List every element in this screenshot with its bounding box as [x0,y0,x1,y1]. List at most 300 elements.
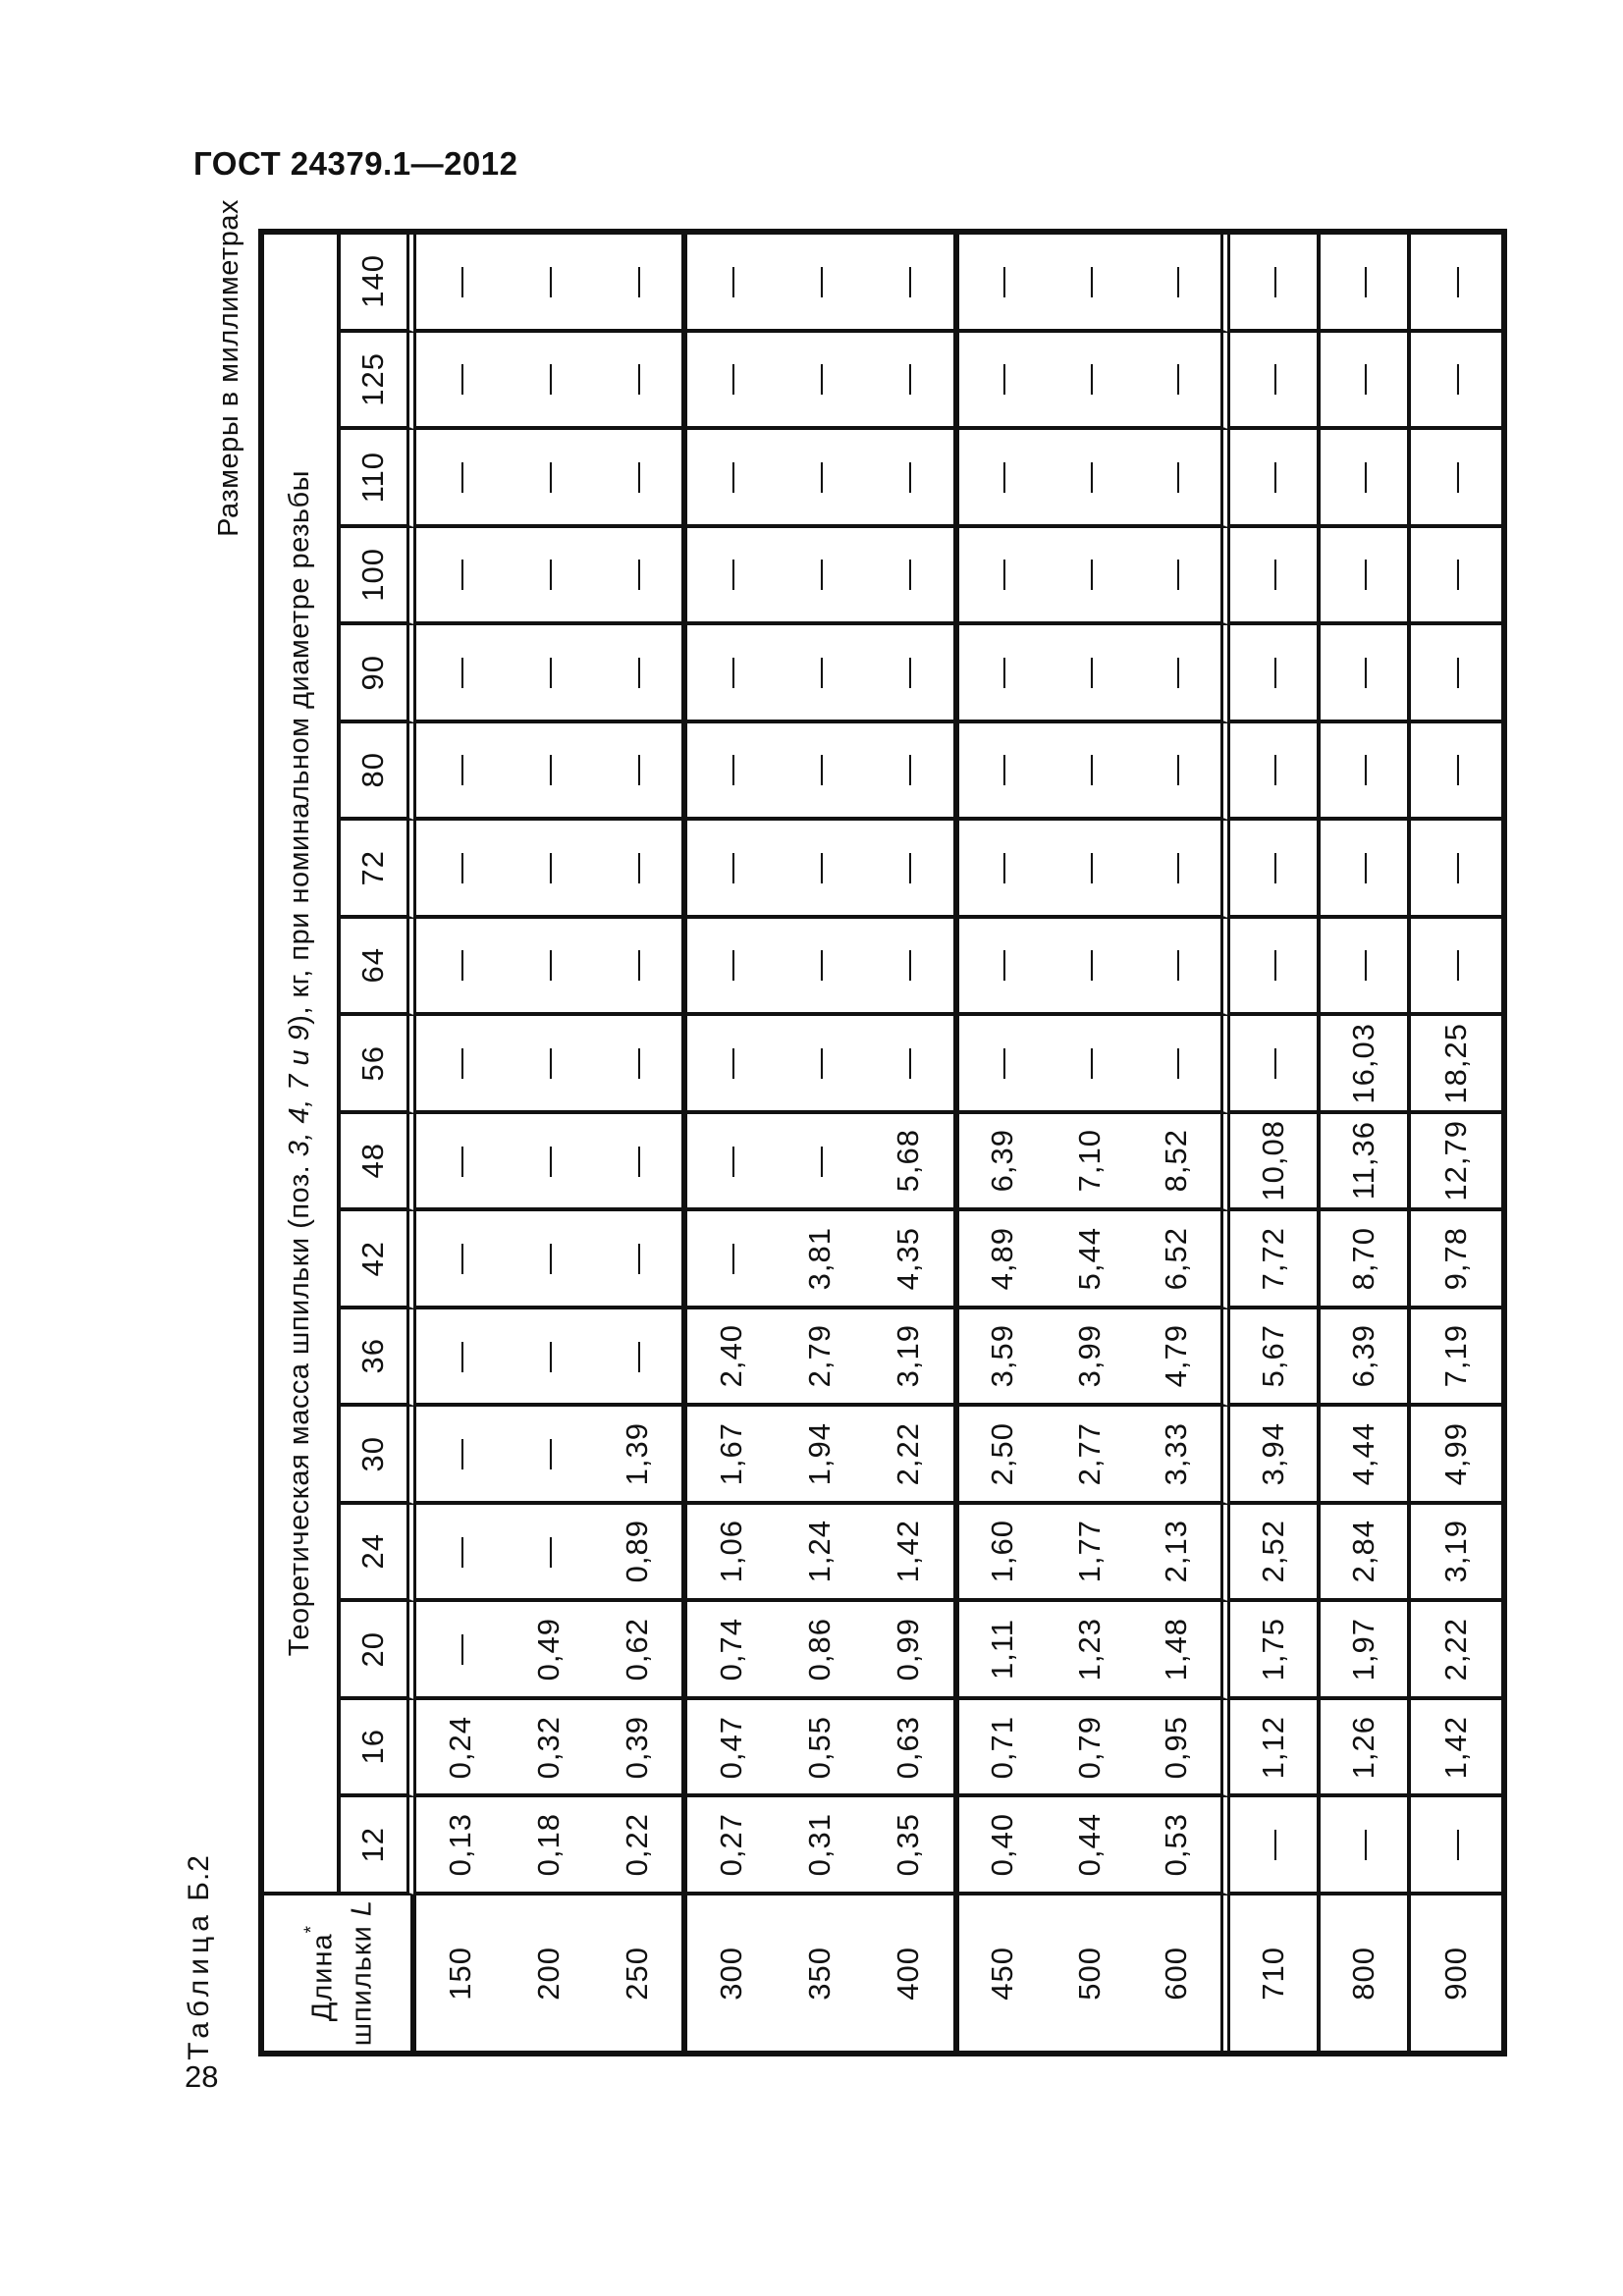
length-label: 350 [802,1946,838,2001]
mass-cell [1321,821,1411,919]
mass-value: — [1345,363,1380,396]
mass-value: 0,55 [802,1715,838,1779]
mass-cell [416,1700,687,1798]
mass-value: 2,22 [1437,1618,1473,1682]
mass-cell [1230,1797,1321,1896]
mass-value: — [714,656,749,688]
mass-cell [416,1407,687,1505]
mass-value: — [620,656,655,688]
mass-value: — [620,1243,655,1275]
mass-value: 5,68 [891,1129,926,1193]
mass-value: — [1255,1046,1290,1079]
mass-value: 2,22 [891,1421,926,1486]
mass-value: 1,67 [714,1421,749,1486]
mass-value: — [1071,1046,1107,1079]
diameter-cell [341,333,416,431]
length-cell [416,1896,687,2051]
mass-cell [1230,430,1321,528]
mass-cell [416,1602,687,1700]
mass-value: 4,99 [1437,1421,1473,1486]
diameter-label: 30 [355,1435,391,1472]
mass-value: 3,19 [1437,1520,1473,1583]
mass-cell [687,1797,958,1896]
diameter-label: 42 [355,1240,391,1277]
mass-cell [1230,1407,1321,1505]
mass-cell [1321,1211,1411,1309]
mass-value: 1,23 [1071,1618,1107,1682]
mass-value: — [1071,656,1107,688]
mass-value: — [1255,1829,1290,1861]
mass-value: — [1159,656,1194,688]
mass-value: 2,84 [1345,1520,1380,1583]
mass-value: 6,39 [1345,1324,1380,1388]
mass-value: 1,42 [1437,1715,1473,1779]
mass-value: — [531,1535,567,1568]
length-symbol: L [346,1899,378,1917]
mass-value: — [442,656,477,688]
mass-value: 9,78 [1437,1226,1473,1291]
diameter-cell [341,1114,416,1212]
mass-value: 3,99 [1071,1324,1107,1388]
mass-cell [1230,1309,1321,1408]
mass-value: 0,31 [802,1813,838,1877]
mass-cell [687,1505,958,1603]
mass-cell [687,1114,958,1212]
mass-value: — [1255,949,1290,982]
length-label: 900 [1437,1946,1473,2001]
mass-value: — [984,851,1019,883]
mass-value: — [1437,363,1473,396]
mass-value: — [891,754,926,786]
mass-cell [959,1114,1230,1212]
mass-cell [416,235,687,333]
length-label: 500 [1071,1946,1107,2001]
mass-value: — [620,1046,655,1079]
diameter-cell [341,1309,416,1408]
mass-value: 4,44 [1345,1421,1380,1486]
mass-value: 3,33 [1159,1421,1194,1486]
mass-value: — [531,1438,567,1470]
mass-cell [687,430,958,528]
mass-value: — [620,363,655,396]
diameter-label: 90 [355,654,391,691]
mass-cell [416,1505,687,1603]
mass-cell [959,1016,1230,1114]
mass-cell [416,333,687,431]
mass-value: 5,67 [1255,1324,1290,1388]
mass-value: — [984,656,1019,688]
mass-value: — [1071,265,1107,297]
mass-value: 6,52 [1159,1226,1194,1291]
mass-cell [1321,1505,1411,1603]
mass-cell [1230,1602,1321,1700]
mass-cell [1411,528,1501,626]
mass-cell [1321,333,1411,431]
length-header-text [293,1899,382,2046]
mass-value: 2,50 [984,1421,1019,1486]
mass-value: 0,44 [1071,1813,1107,1877]
mass-cell [1411,1602,1501,1700]
length-label: 400 [891,1946,926,2001]
footnote-mark: * [301,1924,323,1934]
length-header-cell [264,1896,416,2051]
mass-value: — [531,949,567,982]
length-label: 150 [442,1946,477,2001]
mass-value: 1,97 [1345,1618,1380,1682]
mass-cell [1411,1114,1501,1212]
mass-cell [1411,1016,1501,1114]
diameter-cell [341,1016,416,1114]
diameter-label: 24 [355,1533,391,1570]
mass-cell [1321,1700,1411,1798]
mass-value: 1,39 [620,1421,655,1486]
mass-cell [959,625,1230,723]
mass-cell [1230,1211,1321,1309]
mass-value: — [442,1535,477,1568]
mass-value: — [891,559,926,591]
length-cell [1230,1896,1321,2051]
length-cell [959,1896,1230,2051]
mass-value: — [802,656,838,688]
mass-value: — [1159,363,1194,396]
mass-value: — [1071,851,1107,883]
mass-value: — [442,1243,477,1275]
mass-cell [1230,821,1321,919]
mass-value: 0,13 [442,1813,477,1877]
mass-header-positions: 3, 4, 7 и 9 [284,1024,316,1157]
mass-cell [687,1016,958,1114]
mass-value: 2,52 [1255,1520,1290,1583]
mass-cell [1321,1602,1411,1700]
mass-cell [959,919,1230,1017]
mass-value: 0,71 [984,1715,1019,1779]
mass-cell [959,1407,1230,1505]
mass-value: 1,11 [984,1619,1019,1681]
mass-cell [1230,333,1321,431]
mass-value: — [984,949,1019,982]
mass-cell [1321,1016,1411,1114]
diameter-label: 36 [355,1338,391,1374]
mass-value: 2,79 [802,1324,838,1388]
mass-value: — [620,851,655,883]
mass-cell [1411,1309,1501,1408]
mass-cell [1321,430,1411,528]
mass-value: — [1437,851,1473,883]
mass-cell [959,430,1230,528]
mass-cell [1411,1211,1501,1309]
mass-value: — [1255,363,1290,396]
mass-value: 12,79 [1437,1120,1473,1201]
mass-value: — [1437,265,1473,297]
mass-cell [959,1211,1230,1309]
mass-value: — [620,754,655,786]
mass-cell [1230,625,1321,723]
mass-value: — [1255,754,1290,786]
mass-value: — [1159,1046,1194,1079]
mass-value: — [620,1145,655,1177]
mass-value: 6,39 [984,1129,1019,1193]
mass-value: 1,77 [1071,1520,1107,1583]
mass-value: — [1071,460,1107,493]
length-cell [687,1896,958,2051]
mass-cell [1321,235,1411,333]
mass-value: — [891,265,926,297]
mass-value: — [1437,656,1473,688]
mass-value: — [984,754,1019,786]
mass-value: — [1159,851,1194,883]
diameter-label: 72 [355,849,391,886]
diameter-cell [341,919,416,1017]
diameter-label: 80 [355,752,391,788]
units-note [209,199,250,537]
mass-value: — [1159,559,1194,591]
mass-cell [687,1309,958,1408]
mass-cell [1321,919,1411,1017]
standard-reference: ГОСТ 24379.1—2012 [193,145,518,182]
mass-value: — [891,656,926,688]
mass-value: 1,42 [891,1520,926,1583]
mass-cell [687,723,958,822]
mass-cell [1321,1309,1411,1408]
mass-value: 11,36 [1345,1121,1380,1201]
mass-value: — [891,949,926,982]
mass-value: 1,94 [802,1421,838,1486]
mass-cell [687,1407,958,1505]
mass-value: — [1159,949,1194,982]
mass-value: — [1255,559,1290,591]
mass-value: 18,25 [1437,1022,1473,1104]
mass-value: — [891,1046,926,1079]
mass-value: — [802,265,838,297]
mass-value: — [714,460,749,493]
mass-value: — [1345,656,1380,688]
mass-cell [1411,430,1501,528]
mass-value: — [442,1145,477,1177]
mass-value: — [442,265,477,297]
mass-value: — [714,754,749,786]
mass-cell [1230,1505,1321,1603]
mass-value: — [802,559,838,591]
mass-value: — [1345,949,1380,982]
units-note-text: Размеры в миллиметрах [213,199,245,537]
mass-value: 2,77 [1071,1421,1107,1486]
mass-cell [416,723,687,822]
mass-header-text [285,470,316,1656]
mass-value: — [620,265,655,297]
mass-cell [1230,528,1321,626]
mass-value: — [714,1243,749,1275]
mass-cell [1230,919,1321,1017]
mass-value: — [984,559,1019,591]
mass-value: 0,86 [802,1618,838,1682]
mass-value: — [531,1046,567,1079]
mass-cell [1411,723,1501,822]
mass-value: — [442,1046,477,1079]
mass-value: 0,22 [620,1813,655,1877]
mass-value: 7,72 [1255,1226,1290,1291]
mass-value: — [714,1145,749,1177]
length-cell [1411,1896,1501,2051]
length-label: 710 [1255,1946,1290,2001]
mass-value: 0,74 [714,1618,749,1682]
diameter-label: 125 [355,351,391,406]
diameter-cell [341,430,416,528]
mass-value: — [442,851,477,883]
mass-header-post: ), кг, при номинальном диаметре резьбы [284,469,316,1025]
diameter-label: 110 [355,451,391,504]
mass-value: 1,48 [1159,1618,1194,1682]
mass-value: — [1345,460,1380,493]
mass-value: 4,79 [1159,1324,1194,1388]
mass-value: 3,81 [802,1226,838,1291]
mass-value: — [442,460,477,493]
mass-value: — [1255,851,1290,883]
table-caption-text [183,1854,215,2060]
mass-value: 0,39 [620,1715,655,1779]
mass-cell [687,821,958,919]
diameter-cell [341,235,416,333]
mass-value: 1,60 [984,1520,1019,1583]
diameter-label: 64 [355,947,391,984]
mass-value: — [714,1046,749,1079]
mass-cell [687,1700,958,1798]
mass-value: — [802,1046,838,1079]
mass-value: — [531,460,567,493]
mass-value: — [802,754,838,786]
mass-cell [1230,1700,1321,1798]
diameter-cell [341,821,416,919]
mass-cell [687,1602,958,1700]
mass-value: — [531,656,567,688]
mass-value: — [1345,1829,1380,1861]
mass-cell [416,1797,687,1896]
mass-value: — [1255,656,1290,688]
mass-value: 0,53 [1159,1813,1194,1877]
diameter-label: 48 [355,1143,391,1179]
mass-value: — [531,1243,567,1275]
mass-value: — [531,1145,567,1177]
mass-value: — [442,1340,477,1372]
mass-value: 7,19 [1437,1324,1473,1388]
mass-value: 0,49 [531,1618,567,1682]
mass-value: — [442,1633,477,1666]
mass-value: 0,35 [891,1813,926,1877]
mass-value: — [1345,851,1380,883]
mass-cell [416,1016,687,1114]
mass-value: — [1437,1829,1473,1861]
mass-value: — [531,363,567,396]
mass-value: — [802,949,838,982]
mass-value: — [531,851,567,883]
mass-cell [416,528,687,626]
mass-value: 10,08 [1255,1120,1290,1201]
mass-cell [416,1114,687,1212]
mass-value: 0,27 [714,1813,749,1877]
page-number: 28 [185,2059,219,2094]
mass-cell [1230,1114,1321,1212]
mass-value: — [714,949,749,982]
mass-value: — [1437,460,1473,493]
mass-cell [959,723,1230,822]
mass-value: — [1345,754,1380,786]
mass-value: — [984,1046,1019,1079]
mass-value: 0,79 [1071,1715,1107,1779]
mass-value: 16,03 [1345,1022,1380,1104]
mass-value: 8,70 [1345,1226,1380,1291]
mass-value: — [1437,754,1473,786]
diameter-cell [341,1797,416,1896]
mass-cell [959,1797,1230,1896]
mass-value: — [620,559,655,591]
mass-value: 0,47 [714,1715,749,1779]
mass-value: — [1437,559,1473,591]
mass-value: — [531,1340,567,1372]
mass-cell [1411,1700,1501,1798]
diameter-label: 20 [355,1630,391,1668]
mass-cell [959,528,1230,626]
diameter-cell [341,625,416,723]
diameter-label: 100 [355,547,391,602]
mass-value: — [531,559,567,591]
mass-cell [1321,723,1411,822]
mass-cell [959,1602,1230,1700]
mass-cell [416,625,687,723]
mass-cell [1321,625,1411,723]
mass-cell [1230,235,1321,333]
mass-value: — [891,460,926,493]
mass-value: 4,89 [984,1226,1019,1291]
mass-value: 0,62 [620,1618,655,1682]
mass-cell [1411,919,1501,1017]
mass-value: — [714,851,749,883]
mass-value: — [891,363,926,396]
mass-value: — [1255,265,1290,297]
mass-value: 0,89 [620,1520,655,1583]
mass-cell [1411,333,1501,431]
mass-value: — [1071,363,1107,396]
diameter-cell [341,1700,416,1798]
mass-value: 1,06 [714,1520,749,1583]
mass-cell [416,1211,687,1309]
mass-value: 1,75 [1255,1618,1290,1682]
mass-value: — [1071,559,1107,591]
mass-value: 3,59 [984,1324,1019,1388]
mass-value: 1,26 [1345,1715,1380,1779]
table-b2 [258,229,1507,2056]
mass-header-pre: Теоретическая масса шпильки (поз. [284,1156,316,1657]
diameter-cell [341,723,416,822]
mass-value: 0,95 [1159,1715,1194,1779]
length-cell [1321,1896,1411,2051]
mass-value: — [620,949,655,982]
mass-value: — [531,265,567,297]
mass-value: — [1071,949,1107,982]
length-label: 600 [1159,1946,1194,2001]
mass-cell [416,919,687,1017]
length-label: 800 [1345,1946,1380,2001]
diameter-label: 12 [355,1826,391,1863]
mass-cell [1411,235,1501,333]
mass-cell [1411,1505,1501,1603]
table-caption-number: Б.2 [182,1853,215,1901]
mass-value: — [802,851,838,883]
diameter-label: 56 [355,1044,391,1082]
mass-cell [687,919,958,1017]
mass-cell [1321,528,1411,626]
mass-cell [959,235,1230,333]
mass-cell [1321,1407,1411,1505]
mass-value: — [714,265,749,297]
